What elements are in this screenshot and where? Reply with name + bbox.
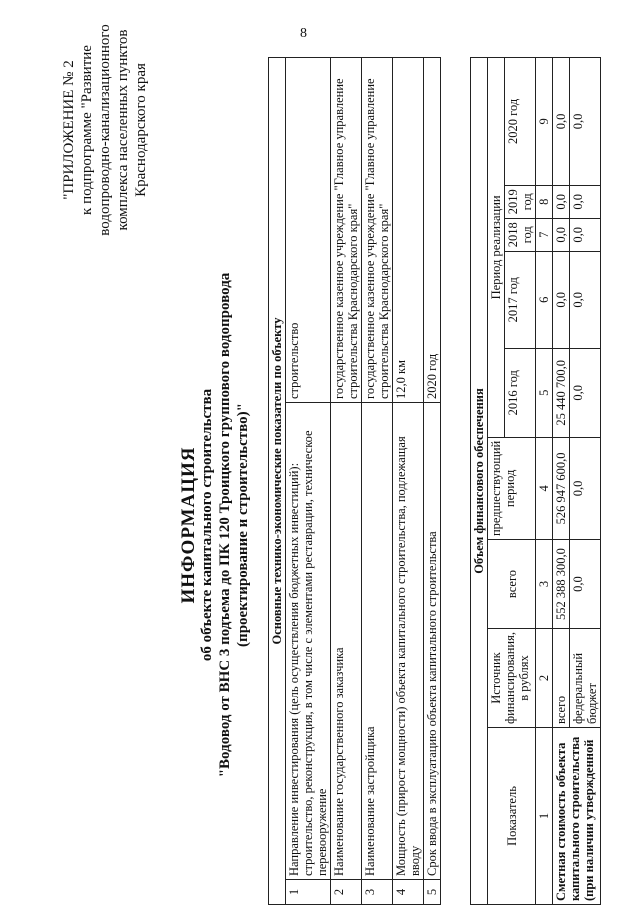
year-header: 2018 год bbox=[505, 218, 536, 251]
row-label: Мощность (прирост мощности) объекта капитального строительства, подлежащая вводу bbox=[393, 403, 424, 880]
value-cell: 0,0 bbox=[570, 540, 601, 629]
indicators-table bbox=[268, 57, 441, 905]
value-cell: 526 947 600,0 bbox=[553, 437, 570, 539]
col-number: 9 bbox=[536, 58, 553, 186]
row-value: строительство bbox=[286, 58, 331, 403]
annex-line: Краснодарского края bbox=[133, 63, 149, 197]
value-cell: 0,0 bbox=[553, 185, 570, 218]
row-number: 2 bbox=[331, 880, 362, 905]
title-line: "Водовод от ВНС 3 подъема до ПК 120 Троицкого группового водопровода bbox=[217, 272, 233, 778]
col-number: 8 bbox=[536, 185, 553, 218]
col-number: 4 bbox=[536, 437, 553, 539]
row-label: Наименование государственного заказчика bbox=[331, 403, 362, 880]
row-value: государственное казенное учреждение "Главное управление строительства Краснодарского края" bbox=[362, 58, 393, 403]
table-row bbox=[424, 58, 441, 905]
col-number: 6 bbox=[536, 251, 553, 348]
value-cell: 0,0 bbox=[570, 218, 601, 251]
col-header-total: всего bbox=[488, 540, 536, 629]
col-header-period: Период реализации bbox=[488, 58, 505, 438]
value-cell: 25 440 700,0 bbox=[553, 348, 570, 437]
table-row bbox=[553, 58, 570, 905]
col-number: 5 bbox=[536, 348, 553, 437]
col-number: 1 bbox=[536, 728, 553, 905]
source-label: федеральный бюджет bbox=[570, 629, 601, 728]
row-value: 12,0 км bbox=[393, 58, 424, 403]
value-cell: 0,0 bbox=[570, 185, 601, 218]
col-header-indicator: Показатель bbox=[488, 728, 536, 905]
col-number: 3 bbox=[536, 540, 553, 629]
table-header: Основные технико-экономические показатели по объекту bbox=[269, 58, 286, 905]
value-cell: 0,0 bbox=[553, 58, 570, 186]
table-row bbox=[331, 58, 362, 905]
colnum-row bbox=[536, 58, 553, 905]
page-number: 8 bbox=[300, 26, 307, 41]
row-value: 2020 год bbox=[424, 58, 441, 403]
financing-table bbox=[470, 57, 601, 905]
col-header-source: Источник финансирования, в рублях bbox=[488, 629, 536, 728]
value-cell: 0,0 bbox=[570, 348, 601, 437]
row-label: Направление инвестирования (цель осуществления бюджетных инвестиций): строительство, реконструкция, в том числе с элементами реставрации, техническое перевооружение bbox=[286, 403, 331, 880]
row-value: государственное казенное учреждение "Главное управление строительства Краснодарского края" bbox=[331, 58, 362, 403]
row-label: Наименование застройщика bbox=[362, 403, 393, 880]
value-cell: 0,0 bbox=[553, 218, 570, 251]
title-line: (проектирование и строительство)" bbox=[235, 403, 251, 647]
annex-line: комплекса населенных пунктов bbox=[115, 29, 131, 231]
section-header: Объем финансового обеспечения bbox=[471, 58, 488, 905]
row-number: 1 bbox=[286, 880, 331, 905]
annex-line: водопроводно-канализационного bbox=[97, 24, 113, 236]
row-number: 3 bbox=[362, 880, 393, 905]
year-header: 2016 год bbox=[505, 348, 536, 437]
year-header: 2020 год bbox=[505, 58, 536, 186]
value-cell: 0,0 bbox=[570, 251, 601, 348]
row-number: 5 bbox=[424, 880, 441, 905]
year-header: 2017 год bbox=[505, 251, 536, 348]
annex-line: "ПРИЛОЖЕНИЕ № 2 bbox=[61, 60, 77, 200]
col-header-prev: предшествующий период bbox=[488, 437, 536, 539]
title-line: об объекте капитального строительства bbox=[199, 388, 215, 662]
col-number: 7 bbox=[536, 218, 553, 251]
source-label: всего bbox=[553, 629, 570, 728]
year-header: 2019 год bbox=[505, 185, 536, 218]
title-line: ИНФОРМАЦИЯ bbox=[178, 446, 199, 604]
table-row bbox=[362, 58, 393, 905]
value-cell: 0,0 bbox=[570, 437, 601, 539]
annex-line: к подпрограмме "Развитие bbox=[79, 45, 95, 215]
col-number: 2 bbox=[536, 629, 553, 728]
table-row bbox=[286, 58, 331, 905]
annex-header bbox=[60, 0, 150, 260]
indicator-name: Сметная стоимость объекта капитального строительства (при наличии утвержденной bbox=[553, 728, 601, 905]
row-number: 4 bbox=[393, 880, 424, 905]
table-row bbox=[393, 58, 424, 905]
value-cell: 0,0 bbox=[553, 251, 570, 348]
value-cell: 552 388 300,0 bbox=[553, 540, 570, 629]
value-cell: 0,0 bbox=[570, 58, 601, 186]
row-label: Срок ввода в эксплуатацию объекта капитального строительства bbox=[424, 403, 441, 880]
document-title bbox=[180, 205, 252, 845]
